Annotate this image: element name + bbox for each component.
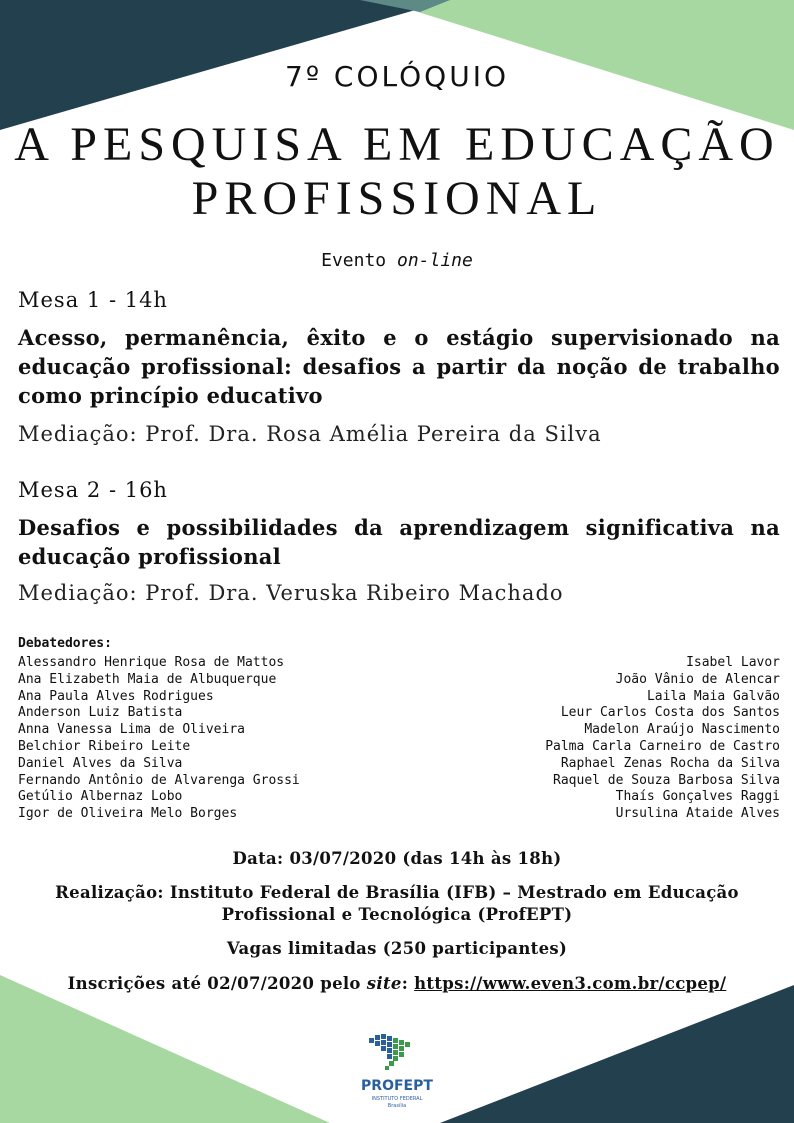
title-line-1: A PESQUISA EM EDUCAÇÃO	[14, 118, 780, 171]
inscricoes-site-word: site	[366, 974, 402, 993]
debatedor-item: Anna Vanessa Lima de Oliveira	[18, 722, 245, 738]
realizacao-line-1: Realização: Instituto Federal de Brasília (IFB) – Mestrado em Educação	[55, 883, 739, 902]
debatedor-item: Palma Carla Carneiro de Castro	[545, 738, 780, 754]
logo-wordmark: PROFEPT	[361, 1078, 433, 1094]
title-line-2: PROFISSIONAL	[191, 172, 603, 225]
realizacao-line-2: Profissional e Tecnológica (ProfEPT)	[221, 905, 573, 924]
logo-subtitle: INSTITUTO FEDERAL	[371, 1096, 423, 1102]
debatedor-item: Ursulina Ataide Alves	[615, 806, 780, 822]
debatedores-list-left	[18, 655, 300, 823]
mesa1-title: Acesso, permanência, êxito e o estágio supervisionado na educação profissional: desafios a partir da noção de trabalho como princípio educativo	[18, 325, 780, 408]
debatedores-label: Debatedores:	[18, 636, 112, 651]
debatedor-item: Ana Paula Alves Rodrigues	[18, 688, 214, 704]
logo-subtitle-city: Brasília	[387, 1103, 407, 1109]
debatedor-item: Alessandro Henrique Rosa de Mattos	[18, 655, 285, 670]
event-kicker: 7º COLÓQUIO	[285, 60, 509, 93]
debatedores-list-right	[545, 655, 780, 823]
profept-logo	[337, 1030, 457, 1120]
inscricoes: Inscrições até 02/07/2020 pelo site: https://www.even3.com.br/ccpep/	[67, 974, 727, 993]
mesa1-time: Mesa 1 - 14h	[18, 288, 168, 312]
mesa2-time: Mesa 2 - 16h	[18, 478, 168, 502]
debatedor-item: Isabel Lavor	[686, 655, 780, 670]
inscricoes-prefix: Inscrições até 02/07/2020 pelo	[67, 974, 361, 993]
debatedor-item: Madelon Araújo Nascimento	[584, 722, 780, 738]
debatedor-item: Igor de Oliveira Melo Borges	[18, 806, 238, 822]
event-online: on-line	[397, 250, 473, 271]
event-date: Data: 03/07/2020 (das 14h às 18h)	[232, 849, 562, 868]
debatedor-item: Raphael Zenas Rocha da Silva	[560, 755, 780, 771]
vagas: Vagas limitadas (250 participantes)	[226, 939, 568, 958]
debatedor-item: João Vânio de Alencar	[615, 671, 780, 687]
mesa2-title: Desafios e possibilidades da aprendizagem significativa na educação profissional	[18, 515, 780, 569]
page-title	[0, 118, 794, 226]
debatedor-item: Belchior Ribeiro Leite	[18, 738, 191, 754]
event-mode	[0, 250, 794, 271]
brazil-map-icon	[337, 1030, 457, 1078]
realizacao	[0, 882, 794, 926]
debatedor-item: Getúlio Albernaz Lobo	[18, 789, 183, 805]
debatedor-item: Ana Elizabeth Maia de Albuquerque	[18, 671, 277, 687]
registration-link[interactable]: https://www.even3.com.br/ccpep/	[414, 974, 727, 993]
event-prefix: Evento	[321, 250, 387, 271]
debatedor-item: Laila Maia Galvão	[646, 688, 780, 704]
debatedor-item: Leur Carlos Costa dos Santos	[560, 705, 780, 721]
debatedor-item: Daniel Alves da Silva	[18, 755, 183, 771]
debatedor-item: Fernando Antônio de Alvarenga Grossi	[18, 772, 300, 788]
mesa2-mediacao: Mediação: Prof. Dra. Veruska Ribeiro Machado	[18, 581, 564, 605]
debatedor-item: Thaís Gonçalves Raggi	[615, 789, 780, 805]
mesa1-mediacao: Mediação: Prof. Dra. Rosa Amélia Pereira da Silva	[18, 422, 602, 446]
debatedor-item: Raquel de Souza Barbosa Silva	[553, 772, 780, 788]
debatedor-item: Anderson Luiz Batista	[18, 705, 183, 721]
